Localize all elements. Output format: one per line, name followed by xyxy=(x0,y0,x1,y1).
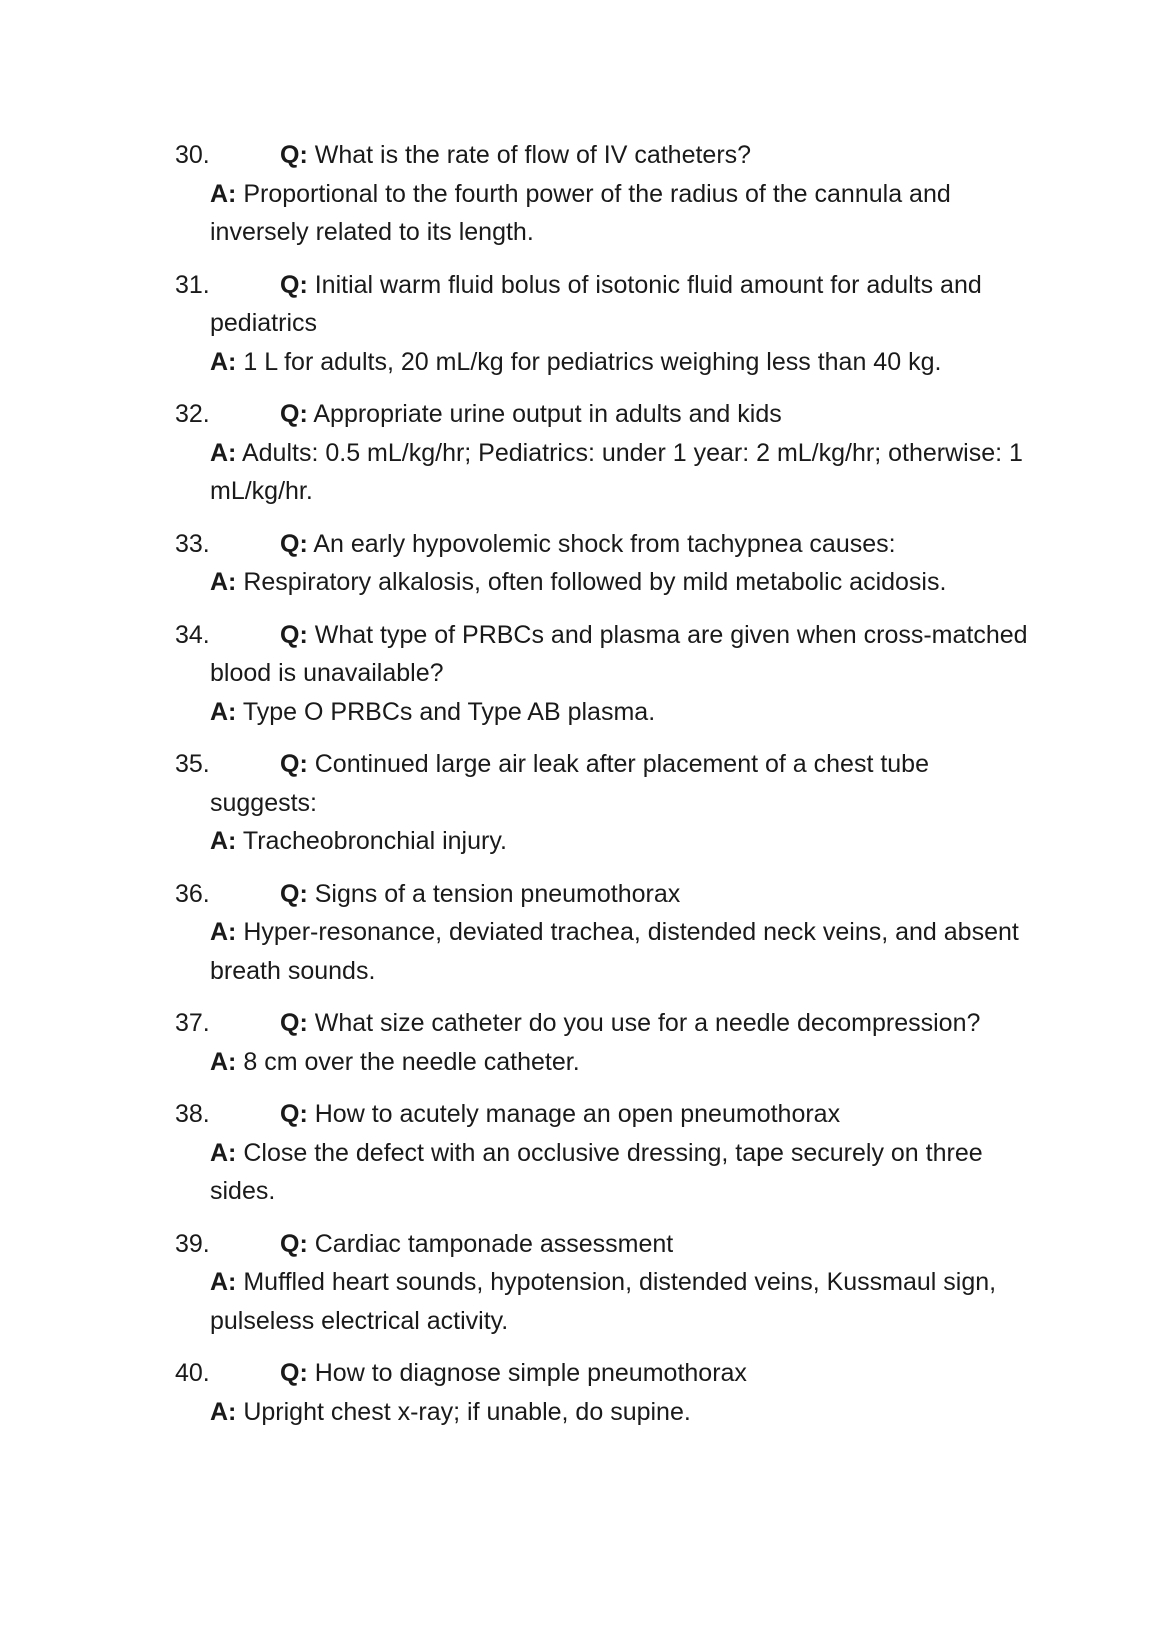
question-label: Q: xyxy=(280,1009,308,1037)
answer-line xyxy=(175,1393,1035,1432)
item-number: 31. xyxy=(175,270,210,299)
answer-label: A: xyxy=(210,1138,237,1167)
question-text: What size catheter do you use for a needle decompression? xyxy=(314,1009,981,1037)
question-line xyxy=(175,266,1035,343)
answer-line xyxy=(175,175,1035,252)
question-label: Q: xyxy=(280,141,308,169)
question-line xyxy=(175,616,1035,693)
qa-item-33 xyxy=(175,525,1035,602)
question-line xyxy=(175,136,1035,175)
answer-line xyxy=(175,913,1035,990)
question-label: Q: xyxy=(280,750,308,778)
question-line xyxy=(175,395,1035,434)
qa-item-37 xyxy=(175,1004,1035,1081)
question-text: How to diagnose simple pneumothorax xyxy=(314,1359,747,1387)
answer-text: Muffled heart sounds, hypotension, distended veins, Kussmaul sign, pulseless electrical activity. xyxy=(210,1268,997,1335)
answer-label: A: xyxy=(210,1268,237,1296)
answer-line xyxy=(175,1043,1035,1082)
answer-line xyxy=(175,343,1035,382)
answer-line xyxy=(175,693,1035,732)
question-label: Q: xyxy=(280,879,308,908)
question-line xyxy=(175,875,1035,914)
answer-label: A: xyxy=(210,827,237,855)
question-text: Initial warm fluid bolus of isotonic fluid amount for adults and pediatrics xyxy=(210,270,982,337)
question-text: An early hypovolemic shock from tachypnea causes: xyxy=(313,529,896,558)
answer-text: Adults: 0.5 mL/kg/hr; Pediatrics: under 1 year: 2 mL/kg/hr; otherwise: 1 mL/kg/hr. xyxy=(210,438,1023,505)
answer-label: A: xyxy=(210,1047,237,1076)
answer-text: Type O PRBCs and Type AB plasma. xyxy=(242,697,656,726)
question-text: Cardiac tamponade assessment xyxy=(314,1229,674,1258)
qa-item-30 xyxy=(175,136,1035,252)
item-number: 37. xyxy=(175,1009,210,1037)
question-label: Q: xyxy=(280,400,308,428)
qa-item-31 xyxy=(175,266,1035,382)
question-text: What type of PRBCs and plasma are given when cross-matched blood is unavailable? xyxy=(210,620,1028,687)
item-number: 40. xyxy=(175,1359,210,1387)
qa-item-39 xyxy=(175,1225,1035,1341)
item-number: 35. xyxy=(175,750,210,778)
question-text: Appropriate urine output in adults and kids xyxy=(313,400,782,428)
answer-text: Upright chest x-ray; if unable, do supine. xyxy=(243,1397,691,1426)
answer-line xyxy=(175,822,1035,861)
question-text: How to acutely manage an open pneumothorax xyxy=(314,1100,841,1128)
answer-text: Tracheobronchial injury. xyxy=(242,827,507,855)
item-number: 36. xyxy=(175,879,210,908)
answer-label: A: xyxy=(210,347,237,376)
question-line xyxy=(175,1354,1035,1393)
question-text: What is the rate of flow of IV catheters? xyxy=(314,141,752,169)
qa-list xyxy=(175,136,1035,1445)
question-label: Q: xyxy=(280,529,308,558)
question-label: Q: xyxy=(280,1100,308,1128)
answer-label: A: xyxy=(210,918,237,946)
question-label: Q: xyxy=(280,1359,308,1387)
item-number: 39. xyxy=(175,1229,210,1258)
answer-text: Proportional to the fourth power of the radius of the cannula and inversely related to its length. xyxy=(210,179,951,246)
item-number: 33. xyxy=(175,529,210,558)
qa-item-34 xyxy=(175,616,1035,732)
question-label: Q: xyxy=(280,620,308,649)
answer-label: A: xyxy=(210,697,237,726)
question-label: Q: xyxy=(280,1229,308,1258)
question-line xyxy=(175,1095,1035,1134)
question-line xyxy=(175,1225,1035,1264)
answer-label: A: xyxy=(210,438,237,467)
answer-line xyxy=(175,1263,1035,1340)
answer-label: A: xyxy=(210,1397,237,1426)
answer-label: A: xyxy=(210,179,237,208)
question-label: Q: xyxy=(280,270,308,299)
question-text: Continued large air leak after placement of a chest tube suggests: xyxy=(210,750,929,817)
qa-item-35 xyxy=(175,745,1035,861)
item-number: 34. xyxy=(175,620,210,649)
qa-item-38 xyxy=(175,1095,1035,1211)
item-number: 38. xyxy=(175,1100,210,1128)
answer-line xyxy=(175,1134,1035,1211)
answer-text: Respiratory alkalosis, often followed by mild metabolic acidosis. xyxy=(243,568,947,596)
answer-text: Close the defect with an occlusive dressing, tape securely on three sides. xyxy=(210,1138,983,1205)
item-number: 30. xyxy=(175,141,210,169)
question-text: Signs of a tension pneumothorax xyxy=(314,879,681,908)
answer-text: Hyper-resonance, deviated trachea, distended neck veins, and absent breath sounds. xyxy=(210,918,1019,985)
answer-text: 8 cm over the needle catheter. xyxy=(243,1047,580,1076)
qa-item-32 xyxy=(175,395,1035,511)
question-line xyxy=(175,1004,1035,1043)
answer-label: A: xyxy=(210,568,237,596)
qa-item-36 xyxy=(175,875,1035,991)
item-number: 32. xyxy=(175,400,210,428)
question-line xyxy=(175,745,1035,822)
answer-line xyxy=(175,563,1035,602)
answer-line xyxy=(175,434,1035,511)
question-line xyxy=(175,525,1035,564)
answer-text: 1 L for adults, 20 mL/kg for pediatrics weighing less than 40 kg. xyxy=(243,347,942,376)
qa-item-40 xyxy=(175,1354,1035,1431)
